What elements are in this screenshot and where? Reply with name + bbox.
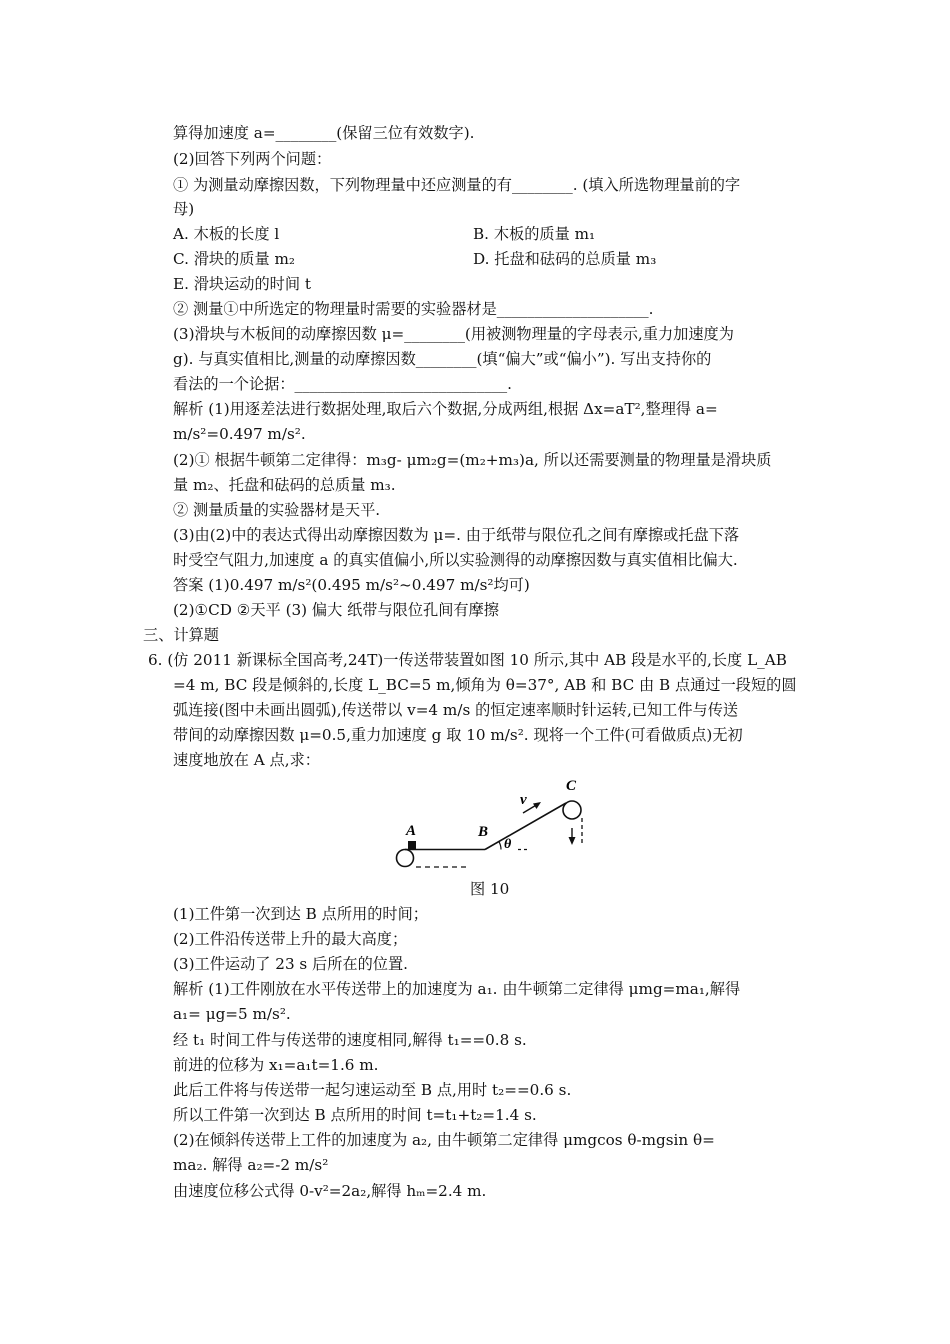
solution-line: m/s²=0.497 m/s². — [173, 425, 306, 443]
pulley-a-icon — [397, 850, 414, 867]
text-line: 看法的一个论据：____________________________. — [173, 375, 512, 393]
solution-line: ② 测量质量的实验器材是天平. — [173, 501, 381, 519]
solution-line: (2)① 根据牛顿第二定律得：m₃g- μm₂g=(m₂+m₃)a, 所以还需要测量的物理量是滑块质 — [173, 451, 772, 469]
question-line: (3)工件运动了 23 s 后所在的位置. — [173, 955, 409, 973]
text-line: 算得加速度 a=________(保留三位有效数字). — [173, 124, 475, 142]
belt-bc — [485, 803, 566, 850]
text-line: ② 测量①中所选定的物理量时需要的实验器材是____________________. — [173, 300, 654, 318]
option-b: B. 木板的质量 m₁ — [473, 225, 596, 243]
pulley-c-icon — [563, 801, 581, 819]
label-v: v — [520, 792, 527, 808]
problem-line: =4 m, BC 段是倾斜的,长度 L_BC=5 m,倾角为 θ=37°, AB 和 BC 由 B 点通过一段短的圆 — [173, 676, 797, 694]
solution-line: 此后工件将与传送带一起匀速运动至 B 点,用时 t₂==0.6 s. — [173, 1081, 572, 1099]
question-line: (2)工件沿传送带上升的最大高度； — [173, 930, 408, 948]
solution-line: 由速度位移公式得 0-v²=2a₂,解得 hₘ=2.4 m. — [173, 1182, 487, 1200]
problem-line: 速度地放在 A 点,求： — [173, 751, 320, 769]
workpiece-block — [408, 841, 416, 849]
section-heading: 三、计算题 — [143, 626, 219, 644]
question-line: (1)工件第一次到达 B 点所用的时间； — [173, 905, 428, 923]
answer-line: (2)①CD ②天平 (3) 偏大 纸带与限位孔间有摩擦 — [173, 601, 499, 619]
conveyor-belt-diagram — [390, 770, 590, 875]
solution-line: 解析 (1)工件刚放在水平传送带上的加速度为 a₁. 由牛顿第二定律得 μmg=ma₁,解得 — [173, 980, 741, 998]
solution-line: (2)在倾斜传送带上工件的加速度为 a₂, 由牛顿第二定律得 μmgcos θ-mgsin θ= — [173, 1131, 715, 1149]
option-e: E. 滑块运动的时间 t — [173, 275, 311, 293]
label-b: B — [478, 824, 489, 840]
answer-line: 答案 (1)0.497 m/s²(0.495 m/s²~0.497 m/s²均可) — [173, 576, 530, 594]
text-line: ① 为测量动摩擦因数，下列物理量中还应测量的有________. (填入所选物理量前的字 — [173, 176, 741, 194]
label-a: A — [406, 823, 417, 839]
problem-line: 带间的动摩擦因数 μ=0.5,重力加速度 g 取 10 m/s². 现将一个工件(可看做质点)无初 — [173, 726, 743, 744]
text-line: (2)回答下列两个问题： — [173, 150, 332, 168]
label-theta: θ — [504, 837, 512, 852]
solution-line: 经 t₁ 时间工件与传送带的速度相同,解得 t₁==0.8 s. — [173, 1031, 527, 1049]
solution-line: ma₂. 解得 a₂=-2 m/s² — [173, 1156, 329, 1174]
problem-line: 6. (仿 2011 新课标全国高考,24T)一传送带装置如图 10 所示,其中 AB 段是水平的,长度 L_AB — [148, 651, 787, 669]
label-c: C — [566, 778, 577, 794]
solution-line: 解析 (1)用逐差法进行数据处理,取后六个数据,分成两组,根据 Δx=aT²,整理得 a= — [173, 400, 718, 418]
option-a: A. 木板的长度 l — [173, 225, 280, 243]
text-line: g). 与真实值相比,测量的动摩擦因数________(填“偏大”或“偏小”). 写出支持你的 — [173, 350, 712, 368]
option-c: C. 滑块的质量 m₂ — [173, 250, 295, 268]
solution-line: 所以工件第一次到达 B 点所用的时间 t=t₁+t₂=1.4 s. — [173, 1106, 537, 1124]
solution-line: 量 m₂、托盘和砝码的总质量 m₃. — [173, 476, 396, 494]
option-d: D. 托盘和砝码的总质量 m₃ — [473, 250, 657, 268]
problem-line: 弧连接(图中未画出圆弧),传送带以 v=4 m/s 的恒定速率顺时针运转,已知工件与传送 — [173, 701, 739, 719]
solution-line: a₁= μg=5 m/s². — [173, 1005, 291, 1023]
down-arrowhead-icon — [569, 837, 576, 845]
text-line: 母) — [173, 200, 195, 218]
figure-caption: 图 10 — [470, 880, 510, 898]
solution-line: 前进的位移为 x₁=a₁t=1.6 m. — [173, 1056, 379, 1074]
text-line: (3)滑块与木板间的动摩擦因数 μ=________(用被测物理量的字母表示,重力加速度为 — [173, 325, 734, 343]
angle-arc — [499, 842, 501, 850]
solution-line: (3)由(2)中的表达式得出动摩擦因数为 μ=. 由于纸带与限位孔之间有摩擦或托盘下落 — [173, 526, 740, 544]
solution-line: 时受空气阻力,加速度 a 的真实值偏小,所以实验测得的动摩擦因数与真实值相比偏大. — [173, 551, 738, 569]
